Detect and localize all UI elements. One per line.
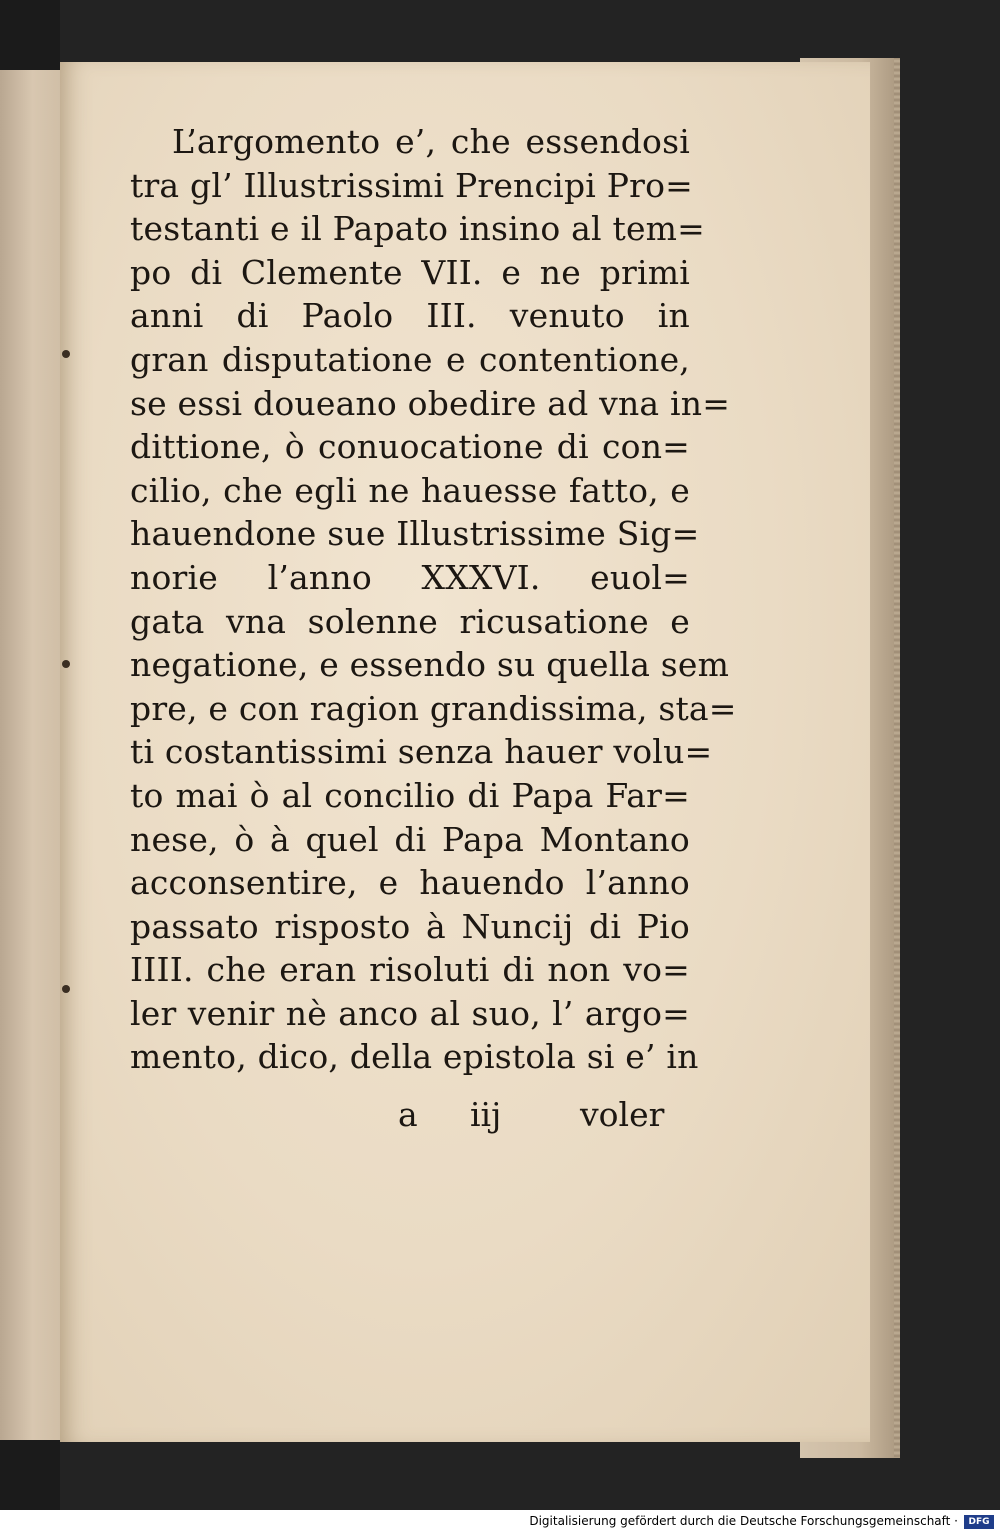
text-line: acconsentire, e hauendo l’anno <box>130 863 690 903</box>
text-line: cilio, che egli ne hauesse fatto, e <box>130 470 690 510</box>
funding-credit: Digitalisierung gefördert durch die Deutsche Forschungsgemeinschaft · <box>529 1514 958 1528</box>
dfg-logo-icon: DFG <box>964 1515 994 1529</box>
text-line: anni di Paolo III. venuto in <box>130 296 690 336</box>
signature-mark: a <box>398 1095 418 1134</box>
text-line: pre, e con ragion grandissima, sta= <box>130 688 737 728</box>
text-line: se essi doueano obedire ad vna in= <box>130 383 731 423</box>
binding-stitch <box>62 660 70 668</box>
text-line: po di Clemente VII. e ne primi <box>130 252 690 292</box>
binding-stitch <box>62 985 70 993</box>
text-line: negatione, e essendo su quella sem <box>130 645 730 685</box>
page-text-block <box>130 120 737 1079</box>
text-line: passato risposto à Nuncij di Pio <box>130 906 690 946</box>
text-line: tra gl’ Illustrissimi Prencipi Pro= <box>130 165 694 205</box>
text-line: norie l’anno XXXVI. euol= <box>130 557 690 597</box>
footer-bar <box>0 1510 1000 1534</box>
catchword: voler <box>580 1095 665 1134</box>
text-line: gata vna solenne ricusatione e <box>130 601 690 641</box>
text-line: to mai ò al concilio di Papa Far= <box>130 775 690 815</box>
text-line: IIII. che eran risoluti di non vo= <box>130 950 690 990</box>
signature-number: iij <box>470 1095 502 1134</box>
text-line: gran disputatione e contentione, <box>130 339 690 379</box>
text-line: L’argomento e’, che essendosi <box>172 122 690 161</box>
text-line: dittione, ò conuocatione di con= <box>130 427 690 467</box>
text-line: hauendone sue Illustrissime Sig= <box>130 514 700 554</box>
text-line: ti costantissimi senza hauer volu= <box>130 732 713 772</box>
text-line: mento, dico, della epistola si e’ in <box>130 1037 699 1077</box>
text-line: testanti e il Papato insino al tem= <box>130 209 706 249</box>
binding-stitch <box>62 350 70 358</box>
text-line: ler venir nè anco al suo, l’ argo= <box>130 993 690 1033</box>
text-line: nese, ò à quel di Papa Montano <box>130 819 690 859</box>
